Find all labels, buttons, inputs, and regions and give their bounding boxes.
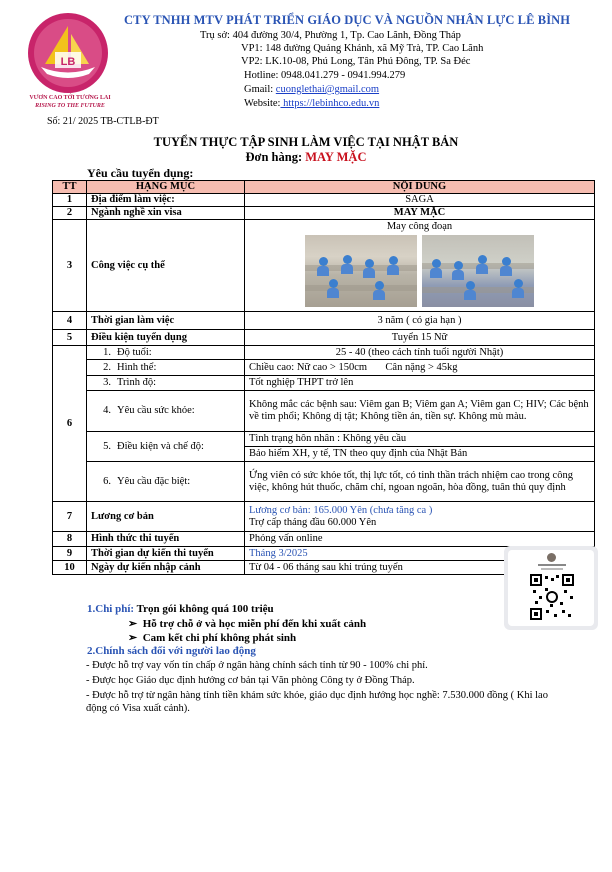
address: Trụ sở: 404 đường 30/4, Phường 1, Tp. Cao Lãnh, Đồng Tháp [200, 30, 461, 41]
row-content: MAY MẶC [245, 207, 595, 220]
table-row [53, 391, 595, 432]
table-row [53, 432, 595, 447]
row-number: 7 [53, 502, 87, 532]
sub-content: 25 - 40 (theo cách tính tuổi người Nhật) [245, 346, 595, 360]
header-content: NỘI DUNG [245, 181, 595, 194]
cost-heading-label: 1.Chi phí: [87, 603, 137, 615]
row-content: Phỏng vấn online [245, 532, 595, 547]
row-number: 4 [53, 312, 87, 330]
policy-heading: 2.Chính sách đối với người lao động [87, 645, 256, 657]
website-line [244, 97, 379, 110]
arrow-icon: ➢ [128, 618, 143, 630]
row-number: 8 [53, 532, 87, 547]
row-content: Tuyển 15 Nữ [245, 330, 595, 346]
sub-item: 3. Trình độ: [87, 376, 245, 391]
header-tt: TT [53, 181, 87, 194]
avatar [547, 553, 556, 562]
table-row [53, 330, 595, 346]
header-item: HẠNG MỤC [87, 181, 245, 194]
document-number: Số: 21/ 2025 TB-CTLB-ĐT [47, 116, 159, 127]
row-number: 6 [53, 346, 87, 502]
job-description: May công đoạn [386, 221, 453, 232]
order-title [0, 150, 612, 165]
row-number: 2 [53, 207, 87, 220]
table-row [53, 462, 595, 502]
website-link[interactable]: https://lebinhco.edu.vn [280, 98, 380, 109]
order-label: Đơn hàng: [245, 150, 306, 164]
table-row [53, 207, 595, 220]
sub-item: 5. Điều kiện và chế độ: [87, 432, 245, 462]
row-number: 3 [53, 220, 87, 312]
sub-item: 6. Yêu cầu đặc biệt: [87, 462, 245, 502]
allowance: Trợ cấp tháng đầu 60.000 Yên [249, 516, 377, 528]
table-row [53, 376, 595, 391]
row-number: 10 [53, 561, 87, 575]
company-logo [27, 12, 109, 94]
page-title: TUYỂN THỰC TẬP SINH LÀM VIỆC TẠI NHẬT BẢN [153, 135, 459, 149]
sub-item: 4. Yêu cầu sức khỏe: [87, 391, 245, 432]
policy-line: - Được hỗ trợ từ ngân hàng tỉnh tiền khám sức khỏe, giáo dục định hướng học nghề: 7.530.000 đồng ( Khi lao động có Visa xuất cảnh). [86, 690, 548, 714]
policy-line: - Được hỗ trợ vay vốn tín chấp ở ngân hàng chính sách tỉnh từ 90 - 100% chi phí. [86, 660, 428, 671]
requirements-heading: Yêu cầu tuyển dụng: [87, 166, 194, 180]
website-label: Website: [244, 98, 281, 109]
row-item: Thời gian dự kiến thi tuyển [87, 547, 245, 561]
office-1: VP1: 148 đường Quảng Khánh, xã Mỹ Trà, TP. Cao Lãnh [241, 43, 484, 54]
company-name: CTY TNHH MTV PHÁT TRIỂN GIÁO DỤC VÀ NGUỒN NHÂN LỰC LÊ BÌNH [124, 13, 571, 27]
row-item: Điều kiện tuyển dụng [87, 330, 245, 346]
policy-line: - Được học Giáo dục định hướng cơ bản tại Văn phòng Công ty ở Đồng Tháp. [86, 675, 415, 686]
sub-content: Ứng viên có sức khỏe tốt, thị lực tốt, có tinh thần trách nhiệm cao trong công việc, không hút thuốc, chăm chỉ, ngoan ngoãn, hòa đồng, tuân thủ quy định [245, 462, 595, 502]
sub-content: Không mắc các bệnh sau: Viêm gan B; Viêm gan A; Viêm gan C; HIV; Các bệnh về tim phổi; Không dị tật; Không tiền án, tiền sự. Không mù màu. [245, 391, 595, 432]
row-number: 9 [53, 547, 87, 561]
row-item: Lương cơ bản [87, 502, 245, 532]
arrow-icon: ➢ [128, 632, 143, 644]
sub-content: Tình trạng hôn nhân : Không yêu cầu [245, 432, 595, 447]
email-label: Gmail: [244, 84, 276, 95]
table-row [53, 360, 595, 376]
table-header [53, 181, 595, 194]
cost-bullet: ➢ Cam kết chi phí không phát sinh [128, 632, 297, 644]
row-number: 5 [53, 330, 87, 346]
row-content [245, 502, 595, 532]
row-item: Hình thức thi tuyển [87, 532, 245, 547]
row-content [245, 220, 595, 312]
row-item: Thời gian làm việc [87, 312, 245, 330]
email-line [244, 83, 379, 96]
cost-heading-value: Trọn gói không quá 100 triệu [136, 603, 274, 615]
table-row [53, 220, 595, 312]
order-value: MAY MẶC [305, 150, 367, 164]
row-item: Công việc cụ thể [87, 220, 245, 312]
logo-tagline: VƯƠN CAO TỚI TƯƠNG LAI [29, 95, 111, 101]
logo-slogan: RISING TO THE FUTURE [35, 103, 105, 109]
svg-text:LB: LB [60, 56, 76, 68]
office-2: VP2: LK.10-08, Phú Long, Tân Phú Đông, TP. Sa Đéc [241, 56, 471, 67]
row-content: Từ 04 - 06 tháng sau khi trúng tuyển [245, 561, 595, 575]
qr-code-card[interactable] [504, 546, 598, 630]
row-item: Địa điểm làm việc: [87, 194, 245, 207]
base-salary: Lương cơ bản: 165.000 Yên (chưa tăng ca ) [249, 504, 433, 516]
garment-factory-photo-2 [422, 235, 534, 307]
row-item: Ngành nghề xin visa [87, 207, 245, 220]
garment-factory-photo-1 [305, 235, 417, 307]
sub-content: Bảo hiểm XH, y tế, TN theo quy định của Nhật Bản [245, 447, 595, 462]
row-content: 3 năm ( có gia hạn ) [245, 312, 595, 330]
qr-code-icon [530, 574, 574, 620]
table-row [53, 346, 595, 360]
row-number: 1 [53, 194, 87, 207]
row-item: Ngày dự kiến nhập cảnh [87, 561, 245, 575]
hotline: Hotline: 0948.041.279 - 0941.994.279 [244, 70, 406, 81]
table-row [53, 532, 595, 547]
cost-bullet: ➢ Hỗ trợ chỗ ở và học miễn phí đến khi xuất cảnh [128, 618, 367, 630]
row-content: Tháng 3/2025 [245, 547, 595, 561]
table-row [53, 312, 595, 330]
sub-item: 2. Hình thể: [87, 360, 245, 376]
requirements-table [52, 180, 595, 575]
cost-heading [87, 603, 274, 615]
sub-content: Chiều cao: Nữ cao > 150cm Cân nặng > 45kg [245, 360, 595, 376]
sub-content: Tốt nghiệp THPT trở lên [245, 376, 595, 391]
email-link[interactable]: cuonglethai@gmail.com [275, 84, 380, 95]
row-content: SAGA [245, 194, 595, 207]
sub-item: 1. Độ tuổi: [87, 346, 245, 360]
table-row [53, 502, 595, 532]
table-row [53, 194, 595, 207]
